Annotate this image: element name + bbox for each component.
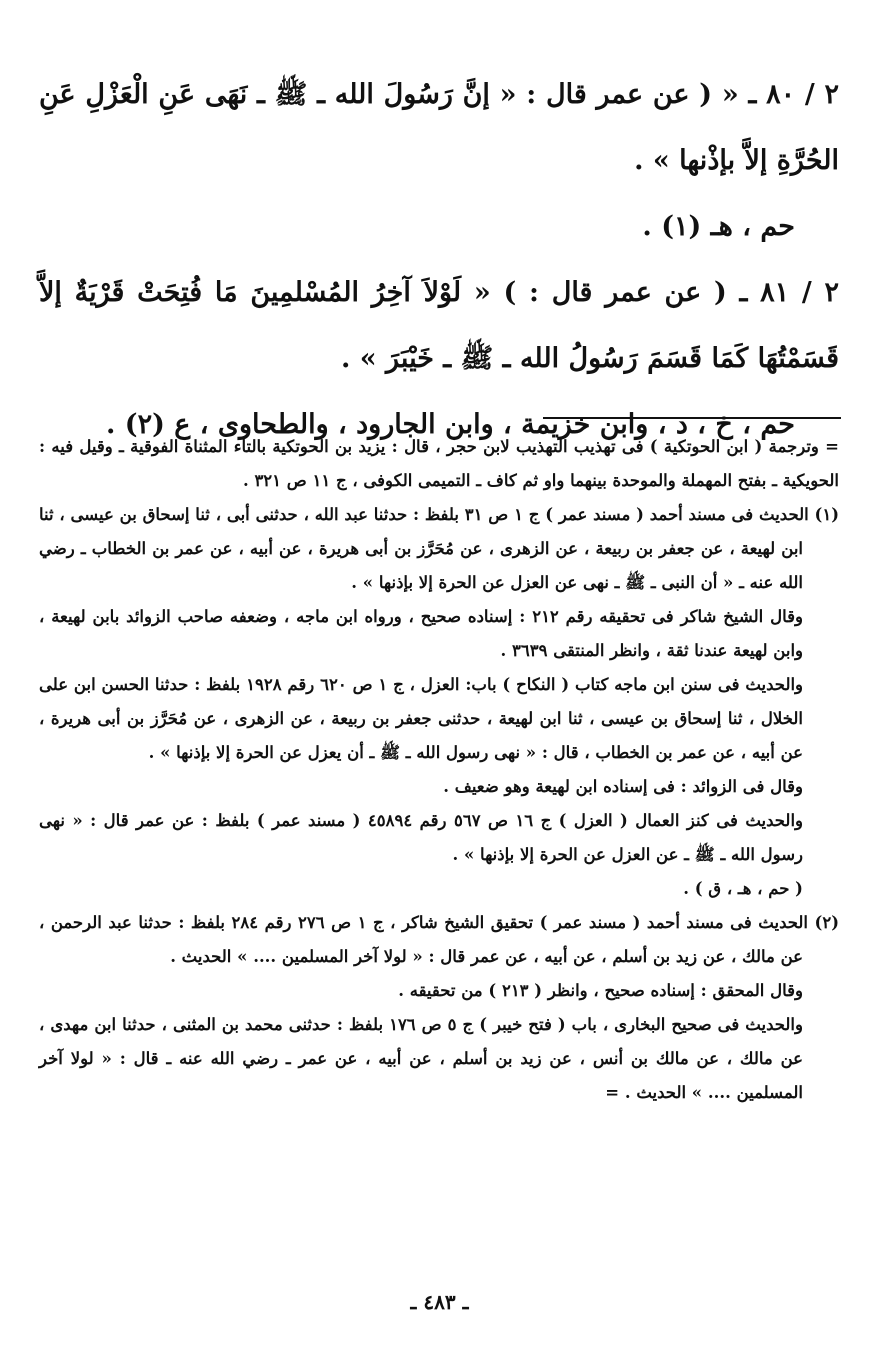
footnote-1-zawaid: وقال فى الزوائد : فى إسناده ابن لهيعة وهو ضعيف . [443, 777, 803, 796]
footnote-1-kanz: والحديث فى كنز العمال ( العزل ) ج ١٦ ص ٥٦٧ رقم ٤٥٨٩٤ ( مسند عمر ) بلفظ : عن عمر قال : « نهى رسول الله ـ ﷺ ـ عن العزل عن الحرة إلا بإذنها » . [39, 811, 804, 864]
footnote-2-muhaqqiq: وقال المحقق : إسناده صحيح ، وانظر ( ٢١٣ ) من تحقيقه . [398, 981, 803, 1000]
hadith-81: ٢ / ٨١ ـ ( عن عمر قال : ) « لَوْلاَ آخِرُ المُسْلمِينَ مَا فُتِحَتْ قَرْيَةٌ إلاَّ قَسَمْتُهَا كَمَا قَسَمَ رَسُولُ الله ـ ﷺ ـ خَيْبَرَ » . [39, 277, 839, 374]
footnote-1: (١) الحديث فى مسند أحمد ( مسند عمر ) ج ١ ص ٣١ بلفظ : حدثنا عبد الله ، حدثنى أبى ، ثنا إسحاق بن عيسى ، ثنا ابن لهيعة ، عن جعفر بن ربيعة ، عن الزهرى ، عن مُحَرَّز بن أبى هريرة ، عن أبيه ، عن عمر بن الخطاب ـ رضي الله عنه ـ « أن النبى ـ ﷺ ـ نهى عن العزل عن الحرة إلا بإذنها » . [39, 505, 840, 592]
footnotes [39, 430, 839, 1110]
footnote-2-bukhari: والحديث فى صحيح البخارى ، باب ( فتح خيبر ) ج ٥ ص ١٧٦ بلفظ : حدثنى محمد بن المثنى ، حدثنا ابن مهدى ، عن مالك ، عن مالك بن أنس ، عن زيد بن أسلم ، عن أبيه ، عن عمر ـ رضي الله عنه ـ قال : « لولا آخر المسلمين .... » الحديث . = [39, 1015, 803, 1102]
main-text [39, 62, 839, 458]
hadith-80-source: حم ، هـ (١) . [642, 211, 795, 242]
footnote-1-ibn-majah: والحديث فى سنن ابن ماجه كتاب ( النكاح ) باب: العزل ، ج ١ ص ٦٢٠ رقم ١٩٢٨ بلفظ : حدثنا الحسن ابن على الخلال ، ثنا إسحاق بن عيسى ، ثنا ابن لهيعة ، حدثنى جعفر بن ربيعة ، عن الزهرى ، عن مُحَرَّز بن أبى هريرة ، عن أبيه ، عن عمر بن الخطاب ، قال : « نهى رسول الله ـ ﷺ ـ أن يعزل عن الحرة إلا بإذنها » . [39, 675, 804, 762]
footnote-divider [543, 417, 841, 419]
footnote-1-shakir: وقال الشيخ شاكر فى تحقيقه رقم ٢١٢ : إسناده صحيح ، ورواه ابن ماجه ، وضعفه صاحب الزوائد بابن لهيعة ، وابن لهيعة عندنا ثقة ، وانظر المنتقى ٣٦٣٩ . [39, 607, 803, 660]
footnote-2: (٢) الحديث فى مسند أحمد ( مسند عمر ) تحقيق الشيخ شاكر ، ج ١ ص ٢٧٦ رقم ٢٨٤ بلفظ : حدثنا عبد الرحمن ، عن مالك ، عن زيد بن أسلم ، عن أبيه ، عن عمر قال : « لولا آخر المسلمين .... » الحديث . [39, 913, 840, 966]
hadith-80: ٢ / ٨٠ ـ « ( عن عمر قال : « إنَّ رَسُولَ الله ـ ﷺ ـ نَهَى عَنِ الْعَزْلِ عَنِ الحُرَّةِ إلاَّ بإذْنها » . [39, 79, 839, 176]
hadith-81-source: حم ، خ ، د ، وابن خزيمة ، وابن الجارود ، والطحاوى ، ع (٢) . [105, 409, 795, 440]
footnote-continuation: = وترجمة ( ابن الحوتكية ) فى تهذيب التهذيب لابن حجر ، قال : يزيد بن الحوتكية بالتاء المثناة الفوقية ـ وقيل فيه : الحويكية ـ بفتح المهملة والموحدة بينهما واو ثم كاف ـ التميمى الكوفى ، ج ١١ ص ٣٢١ . [39, 437, 839, 490]
footnote-1-refs: ( حم ، هـ ، ق ) . [683, 879, 803, 898]
page-number: ـ ٤٨٣ ـ [410, 1290, 469, 1314]
